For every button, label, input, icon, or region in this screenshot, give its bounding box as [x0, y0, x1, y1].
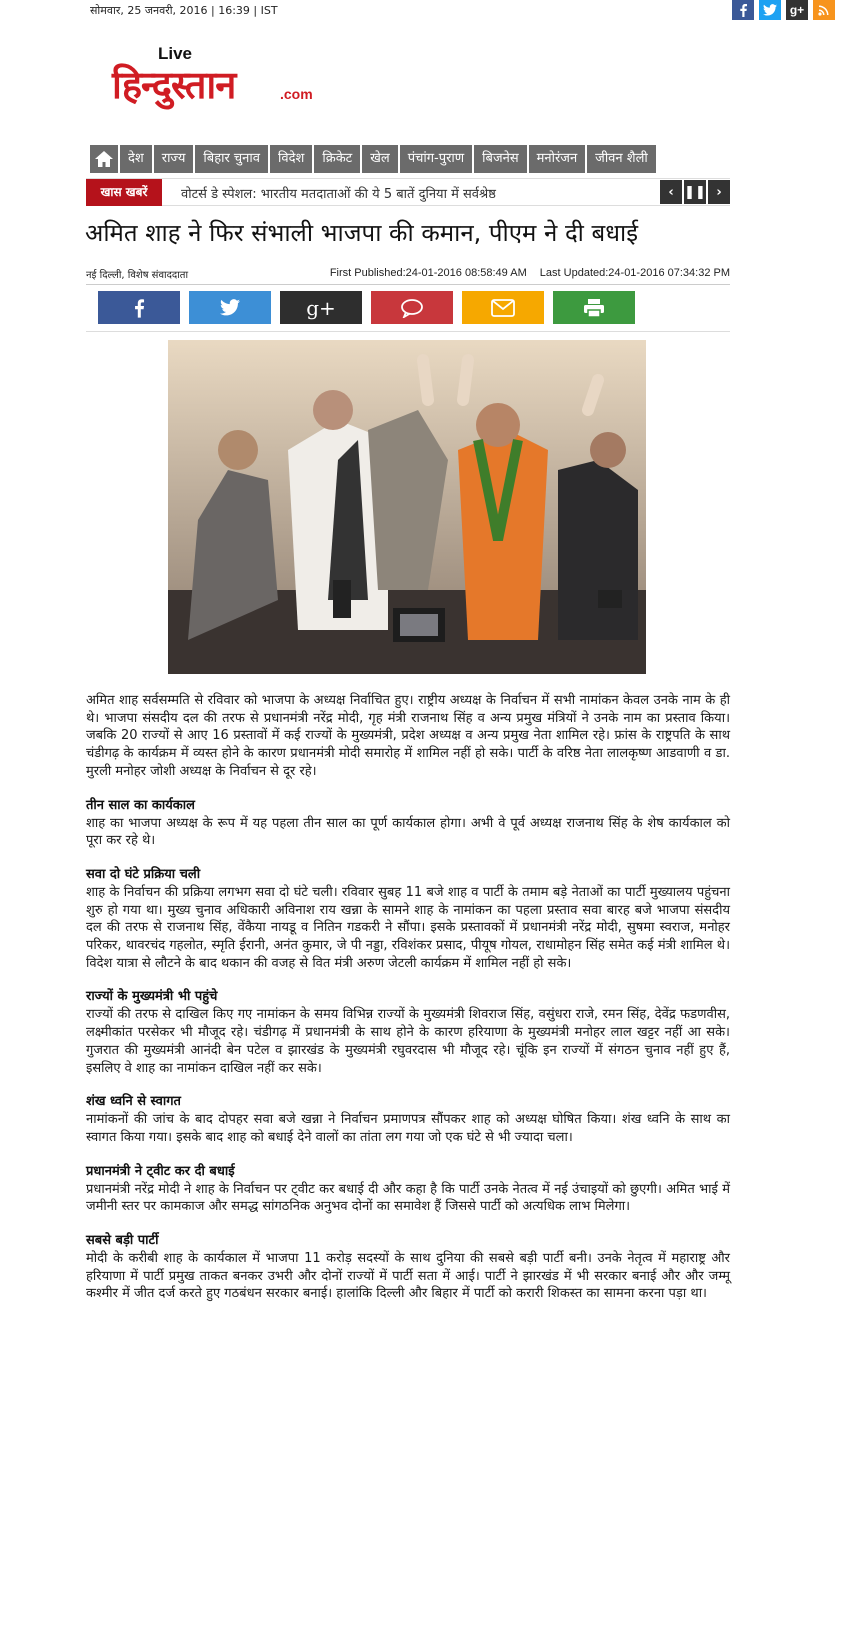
facebook-icon — [133, 298, 145, 318]
share-twitter-button[interactable] — [189, 291, 271, 324]
share-email-button[interactable] — [462, 291, 544, 324]
section-body: शाह का भाजपा अध्यक्ष के रूप में यह पहला तीन साल का पूर्ण कार्यकाल होगा। अभी वे पूर्व अध्यक्ष राजनाथ सिंह के शेष कार्यकाल को पूरा कर रहे थे। — [86, 815, 730, 849]
chevron-right-icon[interactable]: › — [708, 180, 730, 204]
date-time: सोमवार, 25 जनवरी, 2016 | 16:39 | IST — [90, 4, 278, 17]
section-heading: शंख ध्वनि से स्वागत — [86, 1094, 181, 1110]
nav-item-panchang[interactable]: पंचांग-पुराण — [400, 145, 472, 173]
share-bar — [98, 291, 635, 324]
main-nav — [90, 145, 656, 173]
divider — [86, 331, 730, 332]
nav-item-desh[interactable]: देश — [120, 145, 152, 173]
rss-icon[interactable] — [813, 0, 835, 20]
byline: नई दिल्ली, विशेष संवाददाता — [86, 270, 189, 281]
share-comment-button[interactable] — [371, 291, 453, 324]
nav-item-manoranjan[interactable]: मनोरंजन — [529, 145, 586, 173]
nav-item-cricket[interactable]: क्रिकेट — [314, 145, 360, 173]
section-body: राज्यों की तरफ से दाखिल किए गए नामांकन के समय विभिन्न राज्यों के मुख्यमंत्री शिवराज सिंह, वसुंधरा राजे, रमन सिंह, देवेंद्र फडणवीस, लक्ष्मीकांत परसेकर भी मौजूद रहे। चंडीगढ़ में प्रधानमंत्री के साथ होने के कारण हरियाणा के मुख्यमंत्री मनोहर लाल खट्टर नहीं आ सके। गुजरात की मुख्यमंत्री आनंदी बेन पटेल व झारखंड के मुख्यमंत्री रघुवरदास भी मौजूद रहे। चूंकि इन राज्यों में संगठन चुनाव नहीं हुए हैं, इसलिए वे शाह का नामांकन दाखिल नहीं कर सके। — [86, 1007, 730, 1076]
section-heading: राज्यों के मुख्यमंत्री भी पहुंचे — [86, 989, 218, 1005]
site-logo[interactable] — [112, 44, 322, 108]
article-meta — [86, 265, 730, 285]
twitter-icon — [220, 299, 240, 316]
section-body: शाह के निर्वाचन की प्रक्रिया लगभग सवा दो घंटे चली। रविवार सुबह 11 बजे शाह व पार्टी के तमाम बड़े नेताओं का पार्टी मुख्यालय पहुंचना शुरु हो गया था। मुख्य चुनाव अधिकारी अविनाश राय खन्ना के सामने शाह के नामांकन का पहला प्रस्ताव सवा बारह बजे भाजपा संसदीय दल की तरफ से राजनाथ सिंह, वेंकैया नायडू व नितिन गडकरी ने सौंपा। इसके प्रस्तावकों में प्रधानमंत्री नरेंद्र मोदी, सुषमा स्वराज, मनोहर परिकर, थावरचंद गहलोत, स्मृति ईरानी, अनंत कुमार, जे पी नड्डा, रविशंकर प्रसाद, पीयूष गोयल, राधामोहन सिंह समेत कई मंत्री शामिल थे। विदेश यात्रा से लौटने के बाद थकान की वजह से वित मंत्री अरुण जेटली कार्यक्रम में शामिल नहीं हो सके। — [86, 884, 730, 971]
twitter-icon[interactable] — [759, 0, 781, 20]
google-plus-icon: g+ — [306, 295, 336, 320]
logo-dotcom-text: .com — [280, 86, 313, 102]
logo-main-text: हिन्दुस्तान — [112, 63, 236, 107]
section-body: मोदी के करीबी शाह के कार्यकाल में भाजपा 11 करोड़ सदस्यों के साथ दुनिया की सबसे बड़ी पार्टी बनी। उनके नेतृत्व में महाराष्ट्र और हरियाणा में पार्टी प्रमुख ताकत बनकर उभरी और दोनों राज्यों में पार्टी सता में आई। पार्टी ने झारखंड में भी सरकार बनाई और और जम्मू कश्मीर में जीत दर्ज करते हुए गठबंधन सरकार बनाई। हालांकि दिल्ली और बिहार में पार्टी को करारी शिकस्त का सामना करना पड़ा था। — [86, 1251, 730, 1302]
share-facebook-button[interactable] — [98, 291, 180, 324]
nav-item-rajya[interactable]: राज्य — [154, 145, 194, 173]
facebook-icon[interactable] — [732, 0, 754, 20]
nav-item-bihar-chunav[interactable]: बिहार चुनाव — [195, 145, 268, 173]
section-heading: प्रधानमंत्री ने ट्वीट कर दी बधाई — [86, 1163, 235, 1179]
section-body: नामांकनों की जांच के बाद दोपहर सवा बजे खन्ना ने निर्वाचन प्रमाणपत्र सौंपकर शाह को अध्यक्ष घोषित किया। शंख ध्वनि के साथ का स्वागत किया गया। इसके बाद शाह को बधाई देने वालों का तांता लग गया जो एक घंटे से भी ज्यादा चला। — [86, 1112, 730, 1145]
section-body: प्रधानमंत्री नरेंद्र मोदी ने शाह के निर्वाचन पर ट्वीट कर बधाई दी और कहा है कि पार्टी उनके नेतत्व में नई उंचाइयों को छुएगी। अमित भाई में जमीनी स्तर पर कामकाज और समद्ध सांगठनिक अनुभव दोनों का समावेश हैं जिससे पार्टी को अत्यधिक लाभ मिलेगा। — [86, 1181, 730, 1215]
pause-icon[interactable]: ❚❚ — [684, 180, 706, 204]
social-links — [732, 0, 835, 20]
nav-item-jeevan-shaili[interactable]: जीवन शैली — [587, 145, 656, 173]
nav-item-khel[interactable]: खेल — [362, 145, 397, 173]
first-published: First Published:24-01-2016 08:58:49 AM — [329, 267, 527, 279]
comment-icon — [400, 298, 424, 318]
publish-times — [320, 267, 730, 279]
article-body — [86, 692, 730, 1303]
section-heading: सवा दो घंटे प्रक्रिया चली — [86, 866, 201, 882]
section-heading: सबसे बड़ी पार्टी — [86, 1233, 159, 1249]
ticker-headline[interactable]: वोटर्स डे स्पेशल: भारतीय मतदाताओं की ये 5 बातें दुनिया में सर्वश्रेष्ठ — [181, 187, 496, 202]
share-print-button[interactable] — [553, 291, 635, 324]
chevron-left-icon[interactable]: ‹ — [660, 180, 682, 204]
home-icon[interactable] — [90, 145, 118, 173]
ticker-label: खास खबरें — [86, 179, 162, 206]
logo-live-text: Live — [158, 44, 193, 63]
section-heading: तीन साल का कार्यकाल — [86, 797, 195, 813]
article-intro: अमित शाह सर्वसम्मति से रविवार को भाजपा के अध्यक्ष निर्वाचित हुए। राष्ट्रीय अध्यक्ष के निर्वाचन में सभी नामांकन केवल उनके नाम के ही थे। भाजपा संसदीय दल की तरफ से प्रधानमंत्री नरेंद्र मोदी, गृह मंत्री राजनाथ सिंह व अन्य प्रमुख मंत्रियों ने उनके नाम का प्रस्ताव किया। जबकि 20 राज्यों से आए 16 प्रस्तावों में कई राज्यों के मुख्यमंत्री, प्रदेश अध्यक्ष व अन्य प्रमुख नेता शामिल रहे। फ्रांस के राष्ट्रपति के साथ चंडीगढ़ के कार्यक्रम में व्यस्त होने के कारण प्रधानमंत्री मोदी समारोह में शामिल नहीं हो सके। पार्टी के वरिष्ठ नेता लालकृष्ण आडवाणी व डा. मुरली मनोहर जोशी अध्यक्ष के निर्वाचन से दूर रहे। — [86, 693, 730, 779]
article-photo — [168, 340, 646, 674]
article-headline: अमित शाह ने फिर संभाली भाजपा की कमान, पीएम ने दी बधाई — [85, 219, 638, 247]
google-plus-icon[interactable]: g+ — [786, 0, 808, 20]
news-ticker — [86, 178, 730, 206]
ticker-controls — [660, 180, 730, 204]
last-updated: Last Updated:24-01-2016 07:34:32 PM — [539, 267, 730, 279]
share-google-plus-button[interactable] — [280, 291, 362, 324]
nav-item-videsh[interactable]: विदेश — [270, 145, 312, 173]
nav-item-business[interactable]: बिजनेस — [474, 145, 526, 173]
email-icon — [491, 299, 515, 317]
top-bar — [90, 0, 835, 22]
print-icon — [583, 298, 605, 318]
